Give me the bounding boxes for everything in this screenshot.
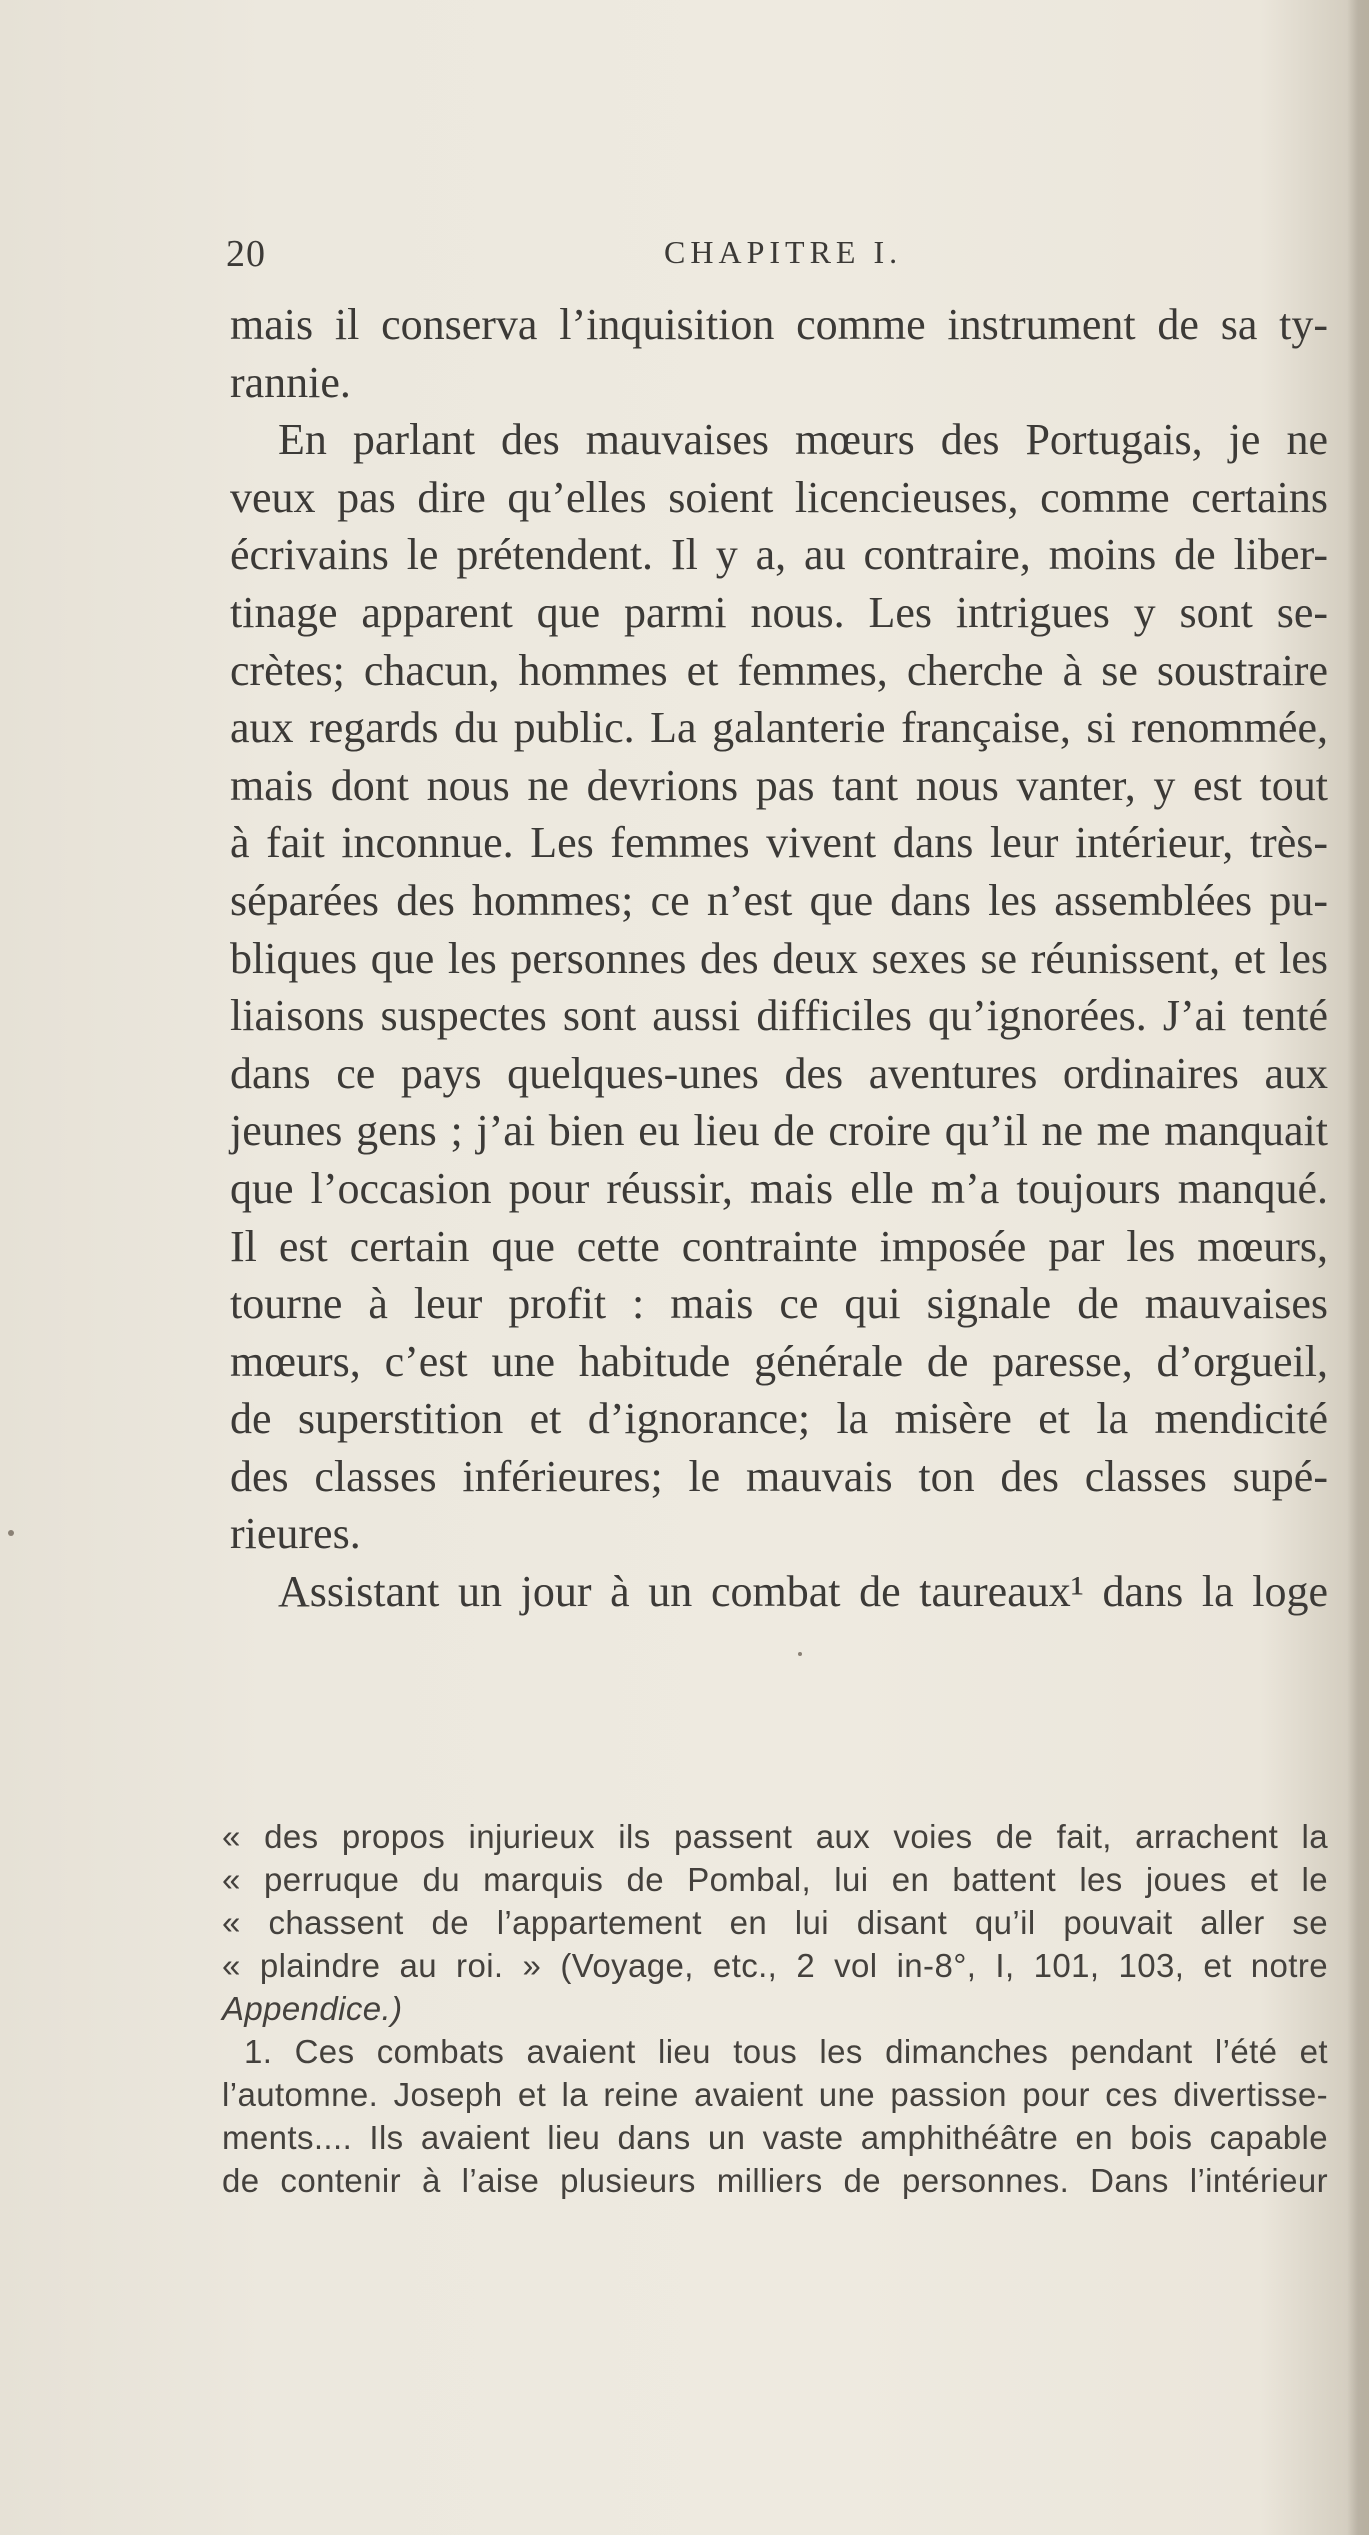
text-line: bliques que les personnes des deux sexes se réunissent, et les (230, 933, 1328, 983)
footnote-line: « perruque du marquis de Pombal, lui en battent les joues et le (222, 1861, 1328, 1898)
footnote-line: Appendice.) (222, 1990, 403, 2027)
text-line: de superstition et d’ignorance; la misère et la mendicité (230, 1394, 1328, 1444)
text-line: tinage apparent que parmi nous. Les intrigues y sont se- (230, 587, 1328, 637)
text-line: Il est certain que cette contrainte imposée par les mœurs, (230, 1221, 1328, 1271)
text-line: rannie. (230, 357, 351, 407)
text-line: En parlant des mauvaises mœurs des Portugais, je ne (278, 415, 1328, 465)
footnote-line: « chassent de l’appartement en lui disant qu’il pouvait aller se (222, 1904, 1328, 1941)
text-line: rieures. (230, 1509, 361, 1559)
text-line: mœurs, c’est une habitude générale de paresse, d’orgueil, (230, 1336, 1328, 1386)
footnote-line: 1. Ces combats avaient lieu tous les dimanches pendant l’été et (244, 2033, 1328, 2070)
main-text (230, 296, 1328, 1621)
text-line: crètes; chacun, hommes et femmes, cherche à se soustraire (230, 645, 1328, 695)
footnote-line: ments.... Ils avaient lieu dans un vaste amphithéâtre en bois capable (222, 2119, 1328, 2156)
footnote-line: « des propos injurieux ils passent aux voies de fait, arrachent la (222, 1818, 1328, 1855)
text-line: aux regards du public. La galanterie française, si renommée, (230, 703, 1328, 753)
footnote-line: « plaindre au roi. » (Voyage, etc., 2 vol in-8°, I, 101, 103, et notre (222, 1947, 1328, 1984)
text-line: veux pas dire qu’elles soient licencieuses, comme certains (230, 472, 1328, 522)
text-line: mais il conserva l’inquisition comme instrument de sa ty- (230, 300, 1328, 349)
paper-speck (798, 1652, 802, 1656)
text-line: dans ce pays quelques-unes des aventures ordinaires aux (230, 1048, 1328, 1098)
footnotes (222, 1815, 1328, 2202)
page-header (226, 232, 1328, 282)
text-line: tourne à leur profit : mais ce qui signale de mauvaises (230, 1279, 1328, 1329)
running-title: CHAPITRE I. (664, 234, 903, 270)
text-line: que l’occasion pour réussir, mais elle m’a toujours manqué. (230, 1163, 1328, 1213)
page-number: 20 (226, 233, 266, 275)
page-edge-shadow (1347, 0, 1369, 2535)
text-line: Assistant un jour à un combat de taureaux¹ dans la loge (278, 1567, 1328, 1617)
text-line: mais dont nous ne devrions pas tant nous vanter, y est tout (230, 760, 1328, 810)
text-line: des classes inférieures; le mauvais ton des classes supé- (230, 1451, 1328, 1501)
text-line: à fait inconnue. Les femmes vivent dans leur intérieur, très- (230, 818, 1328, 868)
text-line: écrivains le prétendent. Il y a, au contraire, moins de liber- (230, 530, 1328, 580)
footnote-line: de contenir à l’aise plusieurs milliers de personnes. Dans l’intérieur (222, 2162, 1328, 2199)
text-line: jeunes gens ; j’ai bien eu lieu de croire qu’il ne me manquait (230, 1106, 1328, 1156)
paper-speck (8, 1530, 14, 1536)
text-line: séparées des hommes; ce n’est que dans les assemblées pu- (230, 875, 1328, 925)
text-line: liaisons suspectes sont aussi difficiles qu’ignorées. J’ai tenté (230, 991, 1328, 1041)
footnote-line: l’automne. Joseph et la reine avaient une passion pour ces divertisse- (222, 2076, 1328, 2113)
